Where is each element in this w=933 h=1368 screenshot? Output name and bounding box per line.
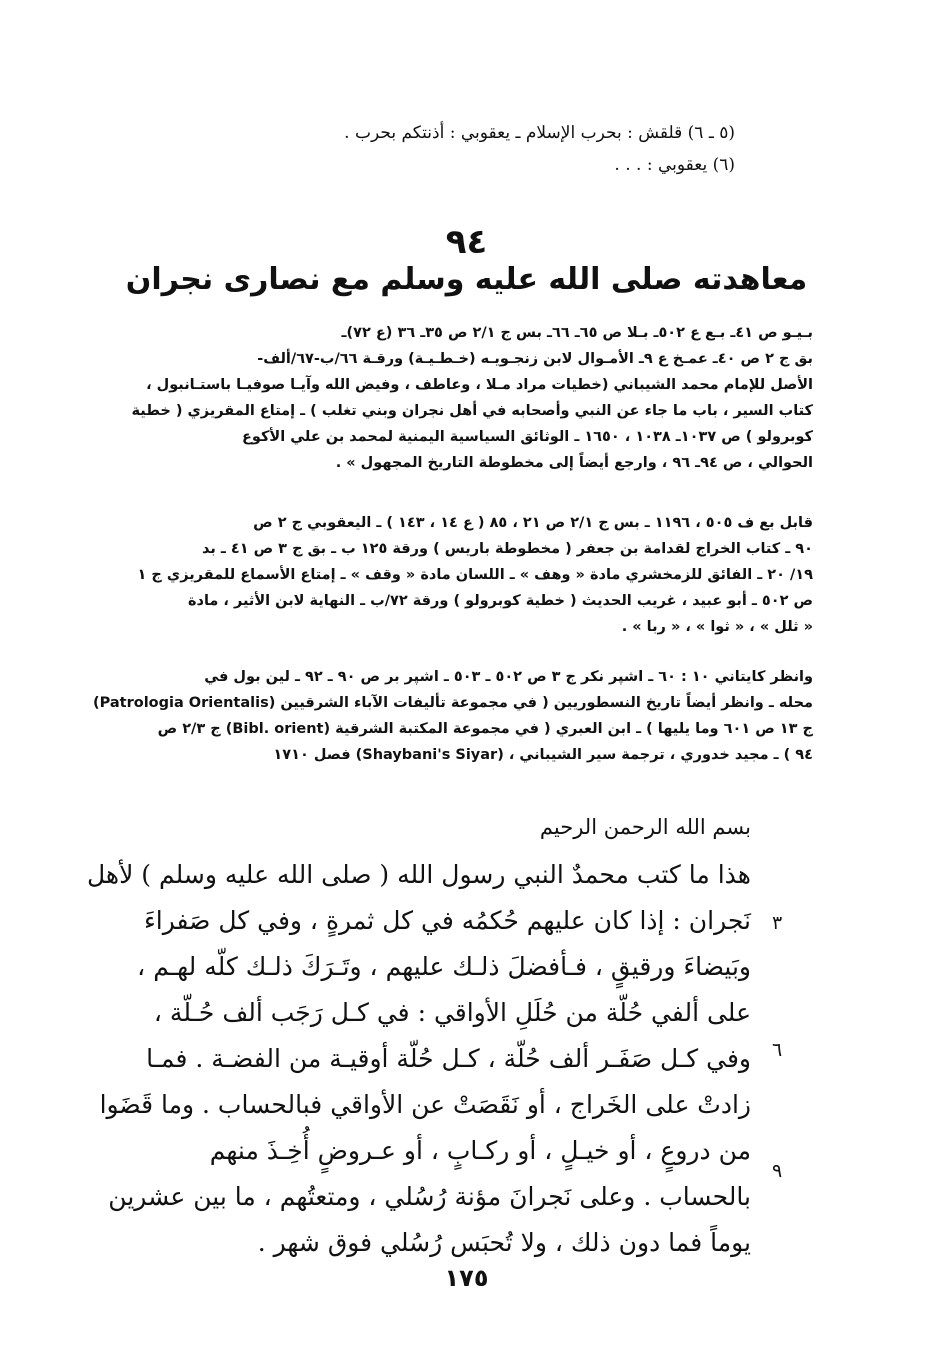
references-block	[113, 320, 813, 476]
reference-line: ٩٤ ) ـ مجيد خدوري ، ترجمة سير الشيباني ، (Shaybani's Siyar) فصل ١٧١٠	[273, 747, 813, 763]
text-line: هذا ما كتب محمدٌ النبي رسول الله ( صلى الله عليه وسلم ) لأهل	[86, 860, 751, 889]
references-block	[92, 664, 813, 768]
reference-line: ١٩/ ٢٠ ـ الفائق للزمخشري مادة « وهف » ـ اللسان مادة « وقف » ـ إمتاع الأسماع للمقريزي ج ١	[137, 567, 813, 583]
reference-line: بق ج ٢ ص ٤٠ـ عمـخ ع ٩ـ الأمـوال لابن زنجـويـه (خـطـيـة) ورقـة ٦٦/ب-٦٧/ألف-	[257, 351, 813, 367]
reference-line: قابل بع ف ٥٠٥ ، ١١٩٦ ـ بس ج ٢/١ ص ٢١ ، ٨٥ ( ع ١٤ ، ١٤٣ ) ـ اليعقوبي ج ٢ ص	[253, 515, 813, 531]
reference-line: محله ـ وانظر أيضاً تاريخ النسطوريين ( في مجموعة تأليفات الآباء الشرقيين (Patrologia Orientalis)	[92, 695, 813, 711]
reference-line: ٩٠ ـ كتاب الخراج لقدامة بن جعفر ( مخطوطة باريس ) ورقة ١٢٥ ب ـ بق ج ٣ ص ٤١ ـ بد	[201, 541, 813, 557]
footnote: (٥ ـ ٦) قلقش : بحرب الإسلام ـ يعقوبي : أذنتكم بحرب .	[344, 123, 735, 143]
references-block	[113, 510, 813, 640]
line-number: ٩	[772, 1160, 783, 1182]
text-line: زادتْ على الخَراج ، أو نَقَصَتْ عن الأواقي فبالحساب . وما قَضَوا	[99, 1090, 751, 1119]
text-line: وبَيضاءَ ورقيقٍ ، فـأفضلَ ذلـك عليهم ، وتَـرَكَ ذلـك كلّه لهـم ،	[137, 952, 751, 981]
reference-line: كوبرولو ) ص ١٠٣٧ـ ١٠٣٨ ، ١٦٥٠ ـ الوثائق السياسية اليمنية لمحمد بن علي الأكوع	[241, 429, 813, 445]
text-line: بالحساب . وعلى نَجرانَ مؤنة رُسُلي ، ومتعتُهم ، ما بين عشرين	[108, 1182, 751, 1211]
text-line: على ألفي حُلّة من حُلَلِ الأواقي : في كـل رَجَب ألف حُـلّة ،	[153, 998, 751, 1027]
line-number: ٣	[772, 912, 783, 934]
reference-line: ج ١٣ ص ٦٠١ وما يليها ) ـ ابن العبري ( في مجموعة المكتبة الشرقية (Bibl. orient) ج ٢/٣ ص	[157, 721, 813, 737]
reference-line: الأصل للإمام محمد الشيباني (خطيات مراد مـلا ، وعاطف ، وفيض الله وآيـا صوفيـا باستـانبول ،	[146, 377, 813, 393]
text-line: نَجران : إذا كان عليهم حُكمُه في كل ثمرةٍ ، وفي كل صَفراءَ	[144, 906, 751, 935]
basmala: بسم الله الرحمن الرحيم	[539, 815, 751, 839]
treaty-text	[86, 852, 751, 1266]
reference-line: وانظر كايتاني ١٠ : ٦٠ ـ اشپر نكر ج ٣ ص ٥٠٢ ـ ٥٠٣ ـ اشپر بر ص ٩٠ ـ ٩٢ ـ لين بول في	[204, 669, 813, 685]
text-line: وفي كـل صَفَـر ألف حُلّة ، كـل حُلّة أوقيـة من الفضـة . فمـا	[146, 1044, 751, 1073]
text-line: من دروعٍ ، أو خيـلٍ ، أو ركـابٍ ، أو عـروضٍ أُخِـذَ منهم	[209, 1136, 751, 1165]
reference-line: الحوالي ، ص ٩٤ـ ٩٦ ، وارجع أيضاً إلى مخطوطة التاريخ المجهول » .	[335, 455, 813, 471]
reference-line: « ثلل » ، « ثوا » ، « ربا » .	[621, 619, 813, 635]
page-number: ١٧٥	[444, 1264, 489, 1292]
footnote: (٦) يعقوبي : . . .	[614, 155, 735, 175]
text-line: يوماً فما دون ذلك ، ولا تُحبَس رُسُلي فوق شهر .	[257, 1228, 751, 1257]
document-number: ٩٤	[445, 222, 488, 262]
line-number: ٦	[772, 1039, 783, 1061]
page-title: معاهدته صلى الله عليه وسلم مع نصارى نجران	[125, 262, 808, 297]
reference-line: بـيـو ص ٤١ـ بـع ع ٥٠٢ـ بـلا ص ٦٥ـ ٦٦ـ بس ج ٢/١ ص ٣٥ـ ٣٦ (ع ٧٢)ـ	[341, 325, 813, 341]
reference-line: كتاب السير ، باب ما جاء عن النبي وأصحابه في أهل نجران وبني تغلب ) ـ إمتاع المقريزي ( خطية	[131, 403, 813, 419]
reference-line: ص ٥٠٢ ـ أبو عبيد ، غريب الحديث ( خطية كوبرولو ) ورقة ٧٢/ب ـ النهاية لابن الأثير ، مادة	[187, 593, 813, 609]
